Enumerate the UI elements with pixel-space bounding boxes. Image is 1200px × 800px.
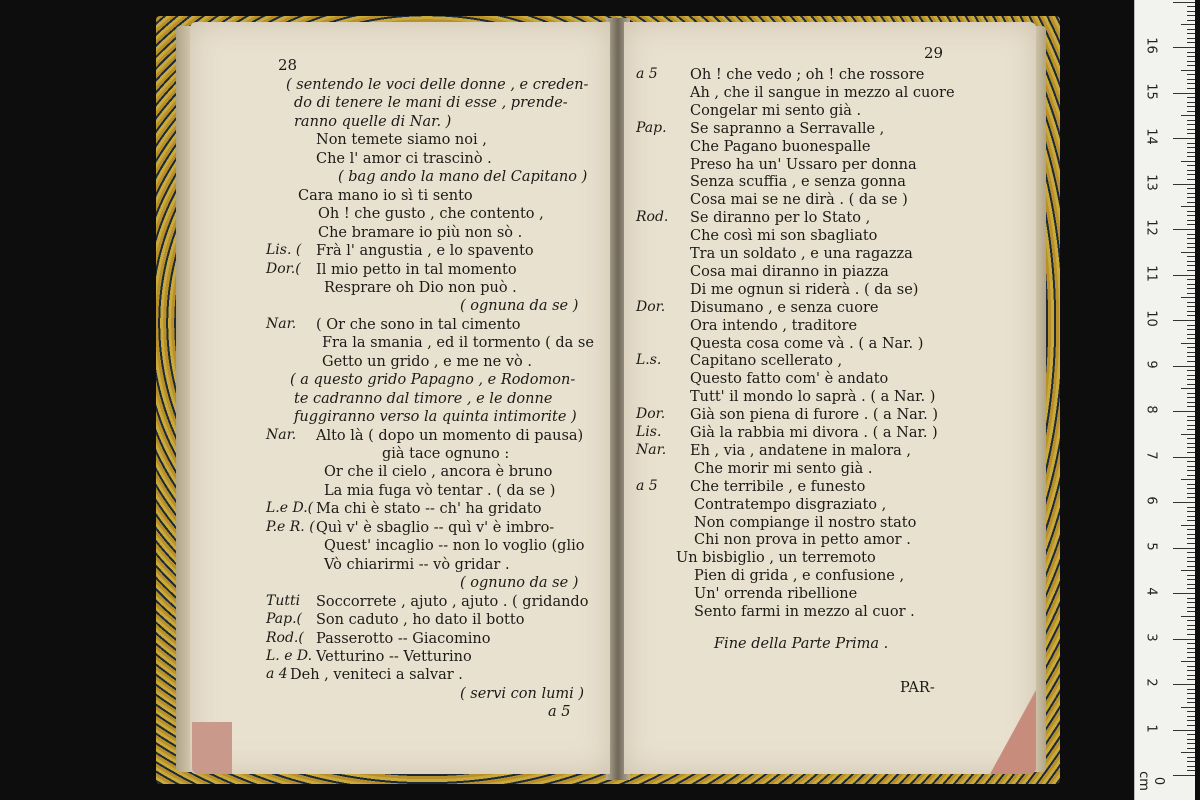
- verse-line: ( a questo grido Papagno , e Rodomon-: [290, 372, 576, 389]
- verse-line: Oh ! che vedo ; oh ! che rossore: [690, 67, 925, 83]
- page-number: 29: [924, 44, 944, 62]
- ruler-tick: [1187, 584, 1195, 585]
- ruler-tick: [1187, 215, 1195, 216]
- verse-line: Tra un soldato , e una ragazza: [690, 246, 913, 262]
- ruler-tick: [1187, 15, 1195, 16]
- ruler-tick: [1187, 416, 1195, 417]
- verse-line: Congelar mi sento già .: [690, 102, 862, 119]
- verse-line: Quì v' è sbaglio -- quì v' è imbro-: [316, 519, 555, 536]
- verse-line: Questo fatto com' è andato: [690, 371, 889, 388]
- ruler-tick: [1187, 325, 1195, 326]
- ruler-tick: [1187, 438, 1195, 439]
- ruler-tick: [1187, 52, 1195, 53]
- ruler-tick: [1187, 106, 1195, 107]
- verse-line: Già la rabbia mi divora . ( a Nar. ): [690, 425, 938, 441]
- ruler-tick: [1173, 320, 1195, 321]
- ruler-tick: [1187, 329, 1195, 330]
- ruler-tick: [1187, 588, 1195, 589]
- ruler-tick: [1187, 311, 1195, 312]
- ruler-tick: [1187, 620, 1195, 621]
- ruler-tick: [1187, 493, 1195, 494]
- ruler-tick: [1187, 143, 1195, 144]
- ruler-tick: [1173, 229, 1195, 230]
- ruler-tick: [1187, 42, 1195, 43]
- ruler-tick: [1187, 129, 1195, 130]
- ruler-label: 1: [1143, 723, 1159, 733]
- ruler-tick: [1187, 447, 1195, 448]
- ruler-tick: [1187, 643, 1195, 644]
- speaker-label: Rod.(: [266, 629, 304, 646]
- ruler-tick: [1187, 657, 1195, 658]
- verse-line: Frà l' angustia , e lo spavento: [316, 243, 534, 260]
- speaker-label: Dor.(: [266, 260, 301, 277]
- ruler-tick: [1187, 648, 1195, 649]
- ruler-tick: [1173, 639, 1195, 640]
- verse-line: Capitano scellerato ,: [690, 353, 843, 370]
- speaker-label: Dor.: [636, 406, 666, 423]
- ruler-tick: [1173, 47, 1195, 48]
- ruler-tick: [1187, 397, 1195, 398]
- ruler-tick: [1181, 206, 1195, 207]
- ruler-tick: [1173, 502, 1195, 503]
- ruler-tick: [1187, 693, 1195, 694]
- ruler-tick: [1187, 65, 1195, 66]
- verse-line: Che morir mi sento già .: [694, 460, 873, 477]
- speaker-label: Lis.: [636, 424, 662, 440]
- verse-line: Sento farmi in mezzo al cuor .: [694, 604, 915, 620]
- ruler-tick: [1187, 375, 1195, 376]
- ruler-tick: [1187, 11, 1195, 12]
- ruler-label: 11: [1143, 264, 1159, 282]
- verse-line: Cosa mai se ne dirà . ( da se ): [690, 192, 908, 209]
- ruler-tick: [1187, 211, 1195, 212]
- ruler-tick: [1187, 256, 1195, 257]
- ruler-label: 5: [1143, 541, 1159, 551]
- ruler-tick: [1187, 238, 1195, 239]
- ruler-tick: [1187, 679, 1195, 680]
- ruler-tick: [1187, 420, 1195, 421]
- ruler-tick: [1181, 661, 1195, 662]
- ruler-tick: [1187, 425, 1195, 426]
- ruler-tick: [1187, 361, 1195, 362]
- verse-line: ( bag ando la mano del Capitano ): [338, 169, 588, 186]
- ruler-label: 6: [1143, 496, 1159, 505]
- ruler-label: 3: [1143, 632, 1159, 642]
- verse-line: Che Pagano buonespalle: [690, 138, 871, 155]
- ruler-tick: [1187, 6, 1195, 7]
- ruler-tick: [1187, 675, 1195, 676]
- verse-line: ( Or che sono in tal cimento: [316, 316, 521, 333]
- ruler-tick: [1187, 111, 1195, 112]
- ruler-tick: [1173, 184, 1195, 185]
- ruler-tick: [1187, 443, 1195, 444]
- verse-line: Che l' amor ci trascinò .: [316, 150, 492, 167]
- measuring-ruler: [1134, 0, 1195, 800]
- ruler-tick: [1181, 752, 1195, 753]
- ruler-tick: [1187, 38, 1195, 39]
- ruler-tick: [1187, 734, 1195, 735]
- verse-line: Vò chiarirmi -- vò gridar .: [324, 556, 510, 573]
- ruler-tick: [1187, 634, 1195, 635]
- ruler-tick: [1173, 275, 1195, 276]
- verse-line: Questa cosa come và . ( a Nar. ): [690, 335, 924, 352]
- verse-line: Quest' incaglio -- non lo voglio (glio: [324, 538, 585, 555]
- verse-line: già tace ognuno :: [382, 446, 510, 462]
- speaker-label: L.e D.(: [266, 500, 314, 517]
- ruler-tick: [1187, 552, 1195, 553]
- ruler-tick: [1181, 388, 1195, 389]
- ruler-tick: [1187, 234, 1195, 235]
- ruler-tick: [1173, 366, 1195, 367]
- verse-line: Oh ! che gusto , che contento ,: [318, 206, 544, 223]
- verse-line: Soccorrete , ajuto , ajuto . ( gridando: [316, 593, 589, 610]
- ruler-tick: [1187, 538, 1195, 539]
- ruler-label: 9: [1143, 359, 1159, 369]
- verse-line: Cara mano io sì ti sento: [298, 187, 473, 204]
- ruler-tick: [1181, 161, 1195, 162]
- ruler-tick: [1187, 88, 1195, 89]
- ruler-tick: [1187, 720, 1195, 721]
- verse-line: Non compiange il nostro stato: [694, 514, 917, 531]
- ruler-tick: [1187, 224, 1195, 225]
- verse-line: Alto là ( dopo un momento di pausa): [316, 427, 584, 444]
- verse-line: PAR-: [900, 679, 935, 696]
- ruler-tick: [1173, 548, 1195, 549]
- ruler-tick: [1187, 188, 1195, 189]
- verse-line: Ma chi è stato -- ch' ha gridato: [316, 501, 542, 518]
- ruler-tick: [1173, 93, 1195, 94]
- verse-line: ( ognuna da se ): [460, 298, 579, 315]
- verse-line: Son caduto , ho dato il botto: [316, 612, 525, 629]
- ruler-tick: [1187, 475, 1195, 476]
- ruler-tick: [1187, 529, 1195, 530]
- speaker-label: Tutti: [266, 592, 301, 609]
- verse-line: ( servi con lumi ): [460, 685, 585, 702]
- ruler-tick: [1187, 652, 1195, 653]
- verse-line: Passerotto -- Giacomino: [316, 630, 491, 647]
- ruler-tick: [1187, 761, 1195, 762]
- ruler-tick: [1187, 315, 1195, 316]
- verse-line: Che così mi son sbagliato: [690, 228, 878, 245]
- ruler-tick: [1187, 293, 1195, 294]
- ruler-tick: [1187, 102, 1195, 103]
- verse-line: Che bramare io più non sò .: [318, 224, 523, 241]
- ruler-tick: [1187, 629, 1195, 630]
- ruler-tick: [1187, 598, 1195, 599]
- verse-line: Il mio petto in tal momento: [316, 261, 517, 278]
- ruler-label: 8: [1143, 405, 1159, 414]
- ruler-tick: [1187, 579, 1195, 580]
- ruler-tick: [1187, 770, 1195, 771]
- ruler-tick: [1181, 24, 1195, 25]
- ruler-tick: [1187, 302, 1195, 303]
- ruler-tick: [1187, 575, 1195, 576]
- verse-line: Deh , veniteci a salvar .: [290, 667, 463, 684]
- ruler-tick: [1187, 689, 1195, 690]
- page-number: 28: [278, 56, 298, 74]
- ruler-tick: [1181, 252, 1195, 253]
- ruler-tick: [1187, 79, 1195, 80]
- ruler-tick: [1187, 20, 1195, 21]
- verse-line: Se sapranno a Serravalle ,: [690, 120, 885, 137]
- ruler-tick: [1187, 284, 1195, 285]
- ruler-tick: [1187, 156, 1195, 157]
- ruler-tick: [1187, 193, 1195, 194]
- ruler-tick: [1173, 2, 1195, 3]
- ruler-tick: [1187, 757, 1195, 758]
- ruler-tick: [1181, 525, 1195, 526]
- ruler-tick: [1187, 748, 1195, 749]
- ruler-tick: [1187, 611, 1195, 612]
- ruler-tick: [1187, 306, 1195, 307]
- verse-line: Fra la smania , ed il tormento ( da se: [322, 335, 594, 352]
- verse-line: Eh , via , andatene in malora ,: [690, 442, 912, 459]
- ruler-tick: [1187, 338, 1195, 339]
- ruler-tick: [1187, 56, 1195, 57]
- ruler-label: 4: [1143, 587, 1159, 596]
- speaker-label: Pap.(: [266, 611, 303, 628]
- ruler-tick: [1187, 356, 1195, 357]
- verse-line: a 5: [548, 704, 571, 721]
- speaker-label: Nar.: [266, 315, 297, 332]
- ruler-tick: [1173, 593, 1195, 594]
- ruler-tick: [1187, 534, 1195, 535]
- ruler-tick: [1187, 270, 1195, 271]
- ruler-tick: [1187, 670, 1195, 671]
- speaker-label: Nar.: [636, 441, 667, 458]
- ruler-tick: [1187, 147, 1195, 148]
- verse-line: Che terribile , e funesto: [690, 478, 866, 495]
- speaker-label: Nar.: [266, 426, 297, 443]
- verse-line: Resprare oh Dio non può .: [324, 279, 517, 296]
- ruler-tick: [1181, 115, 1195, 116]
- ruler-tick: [1187, 461, 1195, 462]
- ruler-tick: [1187, 725, 1195, 726]
- ruler-tick: [1187, 261, 1195, 262]
- ruler-tick: [1187, 352, 1195, 353]
- ruler-tick: [1181, 297, 1195, 298]
- ruler-tick: [1187, 202, 1195, 203]
- ruler-tick: [1173, 730, 1195, 731]
- verse-line: Or che il cielo , ancora è bruno: [324, 464, 553, 481]
- ruler-tick: [1187, 384, 1195, 385]
- verse-line: ( sentendo le voci delle donne , e creden-: [286, 77, 589, 93]
- ruler-tick: [1181, 70, 1195, 71]
- ruler-tick: [1187, 557, 1195, 558]
- ruler-tick: [1187, 561, 1195, 562]
- verse-line: ranno quelle di Nar. ): [294, 113, 452, 130]
- ruler-tick: [1187, 120, 1195, 121]
- ruler-tick: [1187, 607, 1195, 608]
- ruler-tick: [1187, 429, 1195, 430]
- ruler-label: 14: [1143, 128, 1159, 145]
- ruler-tick: [1187, 470, 1195, 471]
- verse-line: Preso ha un' Ussaro per donna: [690, 156, 917, 173]
- ruler-tick: [1187, 265, 1195, 266]
- ruler-tick: [1187, 543, 1195, 544]
- verse-line: Di me ognun si riderà . ( da se): [690, 281, 919, 298]
- verse-line: Ah , che il sangue in mezzo al cuore: [690, 84, 955, 101]
- verse-line: te cadranno dal timore , e le donne: [294, 390, 553, 407]
- verse-line: Contratempo disgraziato ,: [694, 496, 887, 513]
- ruler-tick: [1187, 220, 1195, 221]
- ruler-tick: [1173, 684, 1195, 685]
- ruler-tick: [1187, 379, 1195, 380]
- ruler-label: 15: [1143, 82, 1159, 100]
- verse-line: Disumano , e senza cuore: [690, 299, 879, 316]
- ruler-tick: [1187, 133, 1195, 134]
- ruler-tick: [1187, 743, 1195, 744]
- ruler-tick: [1187, 165, 1195, 166]
- ruler-tick: [1187, 29, 1195, 30]
- ruler-label: 13: [1143, 173, 1159, 191]
- speaker-label: a 4: [266, 666, 288, 683]
- ruler-tick: [1187, 602, 1195, 603]
- ruler-tick: [1187, 288, 1195, 289]
- verse-line: Un bisbiglio , un terremoto: [676, 550, 876, 567]
- ruler-tick: [1187, 520, 1195, 521]
- ruler-tick: [1187, 83, 1195, 84]
- ruler-tick: [1187, 152, 1195, 153]
- ruler-tick: [1181, 707, 1195, 708]
- ruler-tick: [1187, 566, 1195, 567]
- ruler-tick: [1187, 698, 1195, 699]
- ruler-tick: [1187, 393, 1195, 394]
- ruler-tick: [1187, 625, 1195, 626]
- speaker-label: Rod.: [636, 209, 669, 226]
- ruler-tick: [1173, 775, 1195, 776]
- speaker-label: a 5: [636, 477, 658, 494]
- verse-line: Chi non prova in petto amor .: [694, 532, 911, 549]
- ruler-tick: [1187, 452, 1195, 453]
- ruler-tick: [1181, 570, 1195, 571]
- ruler-tick: [1187, 497, 1195, 498]
- ruler-label: 2: [1143, 678, 1159, 687]
- verse-line: Vetturino -- Vetturino: [316, 648, 472, 665]
- ruler-tick: [1173, 457, 1195, 458]
- verse-line: ( ognuno da se ): [460, 575, 579, 592]
- ruler-tick: [1187, 516, 1195, 517]
- ruler-tick: [1187, 406, 1195, 407]
- ruler-tick: [1187, 197, 1195, 198]
- speaker-label: L. e D.: [266, 647, 313, 664]
- verse-line: fuggiranno verso la quinta intimorite ): [294, 409, 577, 426]
- worn-corner: [192, 722, 232, 774]
- ruler-tick: [1187, 97, 1195, 98]
- verse-line: Non temete siamo noi ,: [316, 132, 487, 149]
- ruler-tick: [1187, 61, 1195, 62]
- speaker-label: Pap.: [636, 119, 667, 136]
- ruler-tick: [1187, 334, 1195, 335]
- ruler-tick: [1173, 138, 1195, 139]
- ruler-tick: [1187, 247, 1195, 248]
- ruler-tick: [1187, 711, 1195, 712]
- ruler-tick: [1187, 484, 1195, 485]
- ruler-tick: [1181, 434, 1195, 435]
- verse-line: La mia fuga vò tentar . ( da se ): [324, 482, 556, 499]
- verse-line: Cosa mai diranno in piazza: [690, 263, 889, 280]
- ruler-label: 16: [1143, 37, 1159, 54]
- speaker-label: a 5: [636, 66, 658, 82]
- ruler-tick: [1187, 279, 1195, 280]
- verse-line: Senza scuffia , e senza gonna: [690, 174, 906, 191]
- ruler-tick: [1187, 488, 1195, 489]
- ruler-tick: [1187, 666, 1195, 667]
- ruler-tick: [1187, 402, 1195, 403]
- ruler-tick: [1187, 702, 1195, 703]
- ruler-tick: [1187, 243, 1195, 244]
- ruler-tick: [1187, 347, 1195, 348]
- ruler-tick: [1187, 74, 1195, 75]
- verse-line: Ora intendo , traditore: [690, 317, 858, 334]
- verse-line: Se diranno per lo Stato ,: [690, 210, 871, 227]
- right-page: [624, 22, 1036, 774]
- ruler-tick: [1187, 716, 1195, 717]
- ruler-tick: [1173, 411, 1195, 412]
- ruler-tick: [1181, 343, 1195, 344]
- ruler-tick: [1181, 616, 1195, 617]
- speaker-label: L.s.: [636, 352, 662, 369]
- verse-line: Fine della Parte Prima .: [714, 635, 889, 652]
- ruler-label: 0 cm: [1136, 771, 1166, 791]
- speaker-label: Lis. (: [266, 242, 302, 259]
- verse-line: Tutt' il mondo lo saprà . ( a Nar. ): [690, 389, 936, 406]
- verse-line: Già son piena di furore . ( a Nar. ): [690, 407, 938, 424]
- ruler-tick: [1187, 170, 1195, 171]
- left-page: [190, 22, 610, 774]
- speaker-label: P.e R. (: [266, 518, 315, 535]
- ruler-tick: [1187, 739, 1195, 740]
- verse-line: do di tenere le mani di esse , prende-: [294, 95, 568, 112]
- ruler-label: 10: [1143, 310, 1159, 327]
- speaker-label: Dor.: [636, 298, 666, 315]
- ruler-tick: [1187, 124, 1195, 125]
- ruler-tick: [1187, 766, 1195, 767]
- ruler-tick: [1181, 479, 1195, 480]
- ruler-tick: [1187, 511, 1195, 512]
- ruler-tick: [1187, 174, 1195, 175]
- ruler-label: 7: [1143, 450, 1159, 460]
- ruler-tick: [1187, 507, 1195, 508]
- verse-line: Getto un grido , e me ne vò .: [322, 353, 532, 370]
- ruler-tick: [1187, 466, 1195, 467]
- ruler-tick: [1187, 370, 1195, 371]
- ruler-tick: [1187, 33, 1195, 34]
- verse-line: Pien di grida , e confusione ,: [694, 568, 905, 585]
- ruler-tick: [1187, 179, 1195, 180]
- ruler-label: 12: [1143, 219, 1159, 236]
- verse-line: Un' orrenda ribellione: [694, 586, 858, 603]
